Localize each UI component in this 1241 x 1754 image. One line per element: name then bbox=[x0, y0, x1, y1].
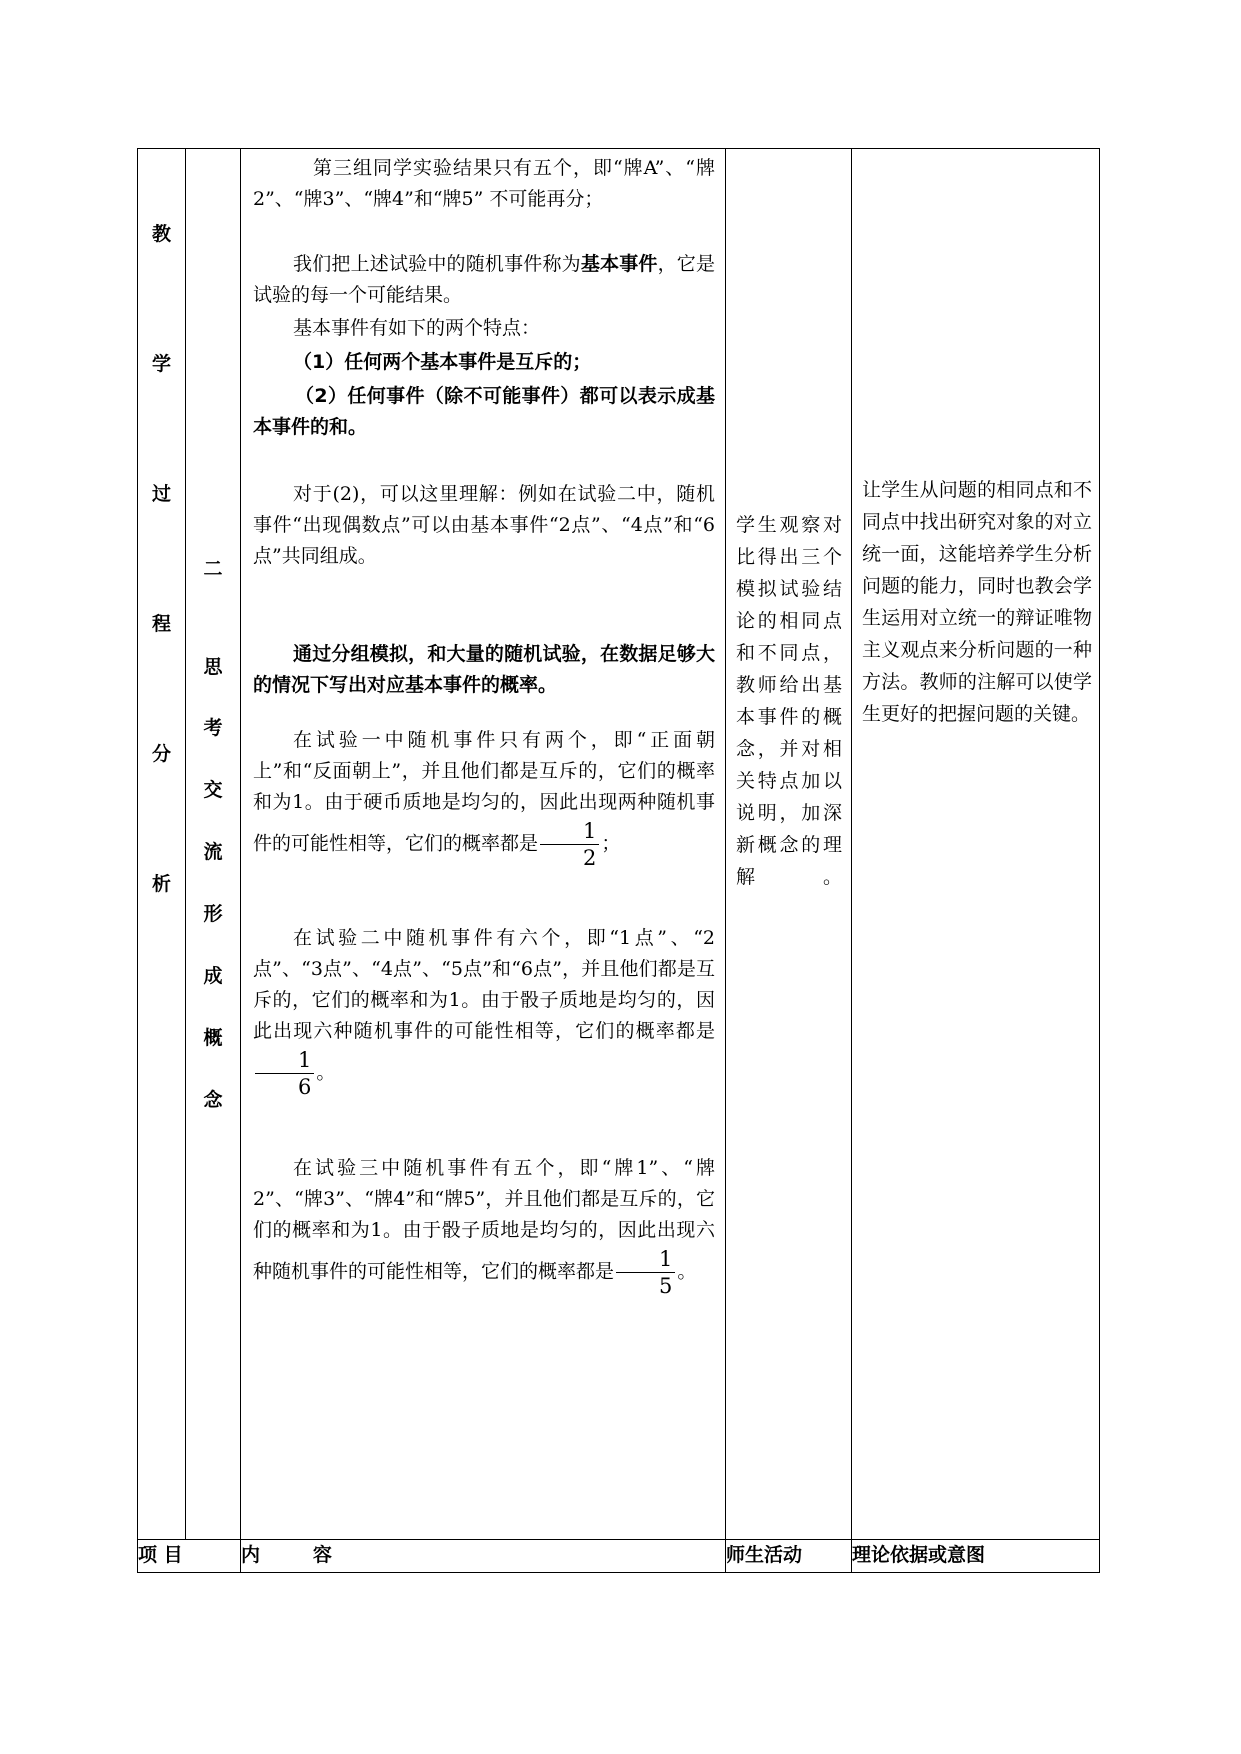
paragraph-basic-event-def bbox=[253, 249, 715, 311]
theory-text: 让学生从问题的相同点和不同点中找出研究对象的对立统一面，这能培养学生分析问题的能力，同时也教会学生运用对立统一的辩证唯物主义观点来分析问题的一种方法。教师的注解可以使学生更好的把握问题的关键。 bbox=[862, 479, 1092, 725]
stage-char: 交 bbox=[203, 779, 223, 801]
lesson-table bbox=[137, 148, 1100, 1573]
text-segment: 在试验二中随机事件有六个，即“1点”、“2点”、“3点”、“4点”、“5点”和“6点”，并且他们都是互斥的，它们的概率和为1。由于骰子质地是均匀的，因此出现六种随机事件的可能性相等，它们的概率都是 bbox=[253, 927, 715, 1042]
stage-char: 考 bbox=[203, 717, 223, 739]
feature-two: （2）任何事件（除不可能事件）都可以表示成基本事件的和。 bbox=[253, 385, 715, 438]
stage-char: 成 bbox=[203, 965, 223, 987]
denominator: 6 bbox=[298, 1075, 312, 1099]
text-segment: 在试验一中随机事件只有两个，即“正面朝上”和“反面朝上”，并且他们都是互斥的，它们的概率和为1。由于硬币质地是均匀的，因此出现两种随机事件的可能性相等，它们的概率都是 bbox=[253, 729, 715, 855]
text-segment: 我们把上述试验中的随机事件称为 bbox=[293, 253, 581, 275]
activity-cell bbox=[726, 149, 852, 1540]
stage-char: 念 bbox=[203, 1089, 223, 1111]
activity-text: 学生观察对比得出三个模拟试验结论的相同点和不同点，教师给出基本事件的概念，并对相关特点加以说明，加深新概念的理解。 bbox=[736, 514, 842, 888]
process-char: 过 bbox=[151, 483, 171, 505]
header-theory: 理论依据或意图 bbox=[852, 1540, 1100, 1573]
process-char: 程 bbox=[151, 613, 171, 635]
fraction-one-half bbox=[540, 818, 599, 871]
denominator: 2 bbox=[583, 846, 597, 870]
fraction-one-sixth bbox=[255, 1047, 314, 1100]
process-char: 学 bbox=[151, 353, 171, 375]
text-segment: 在试验三中随机事件有五个，即“牌1”、“牌2”、“牌3”、“牌4”和“牌5”，并且他们都是互斥的，它们的概率和为1。由于骰子质地是均匀的，因此出现六种随机事件的可能性相等，它们的概率都是 bbox=[253, 1157, 715, 1283]
process-char: 分 bbox=[151, 743, 171, 765]
stage-char: 思 bbox=[203, 656, 223, 678]
term-basic-event: 基本事件 bbox=[580, 253, 658, 275]
text-segment: 。 bbox=[677, 1260, 697, 1283]
text-segment: ； bbox=[601, 832, 621, 855]
process-char: 教 bbox=[151, 223, 171, 245]
paragraph-explanation: 对于(2)，可以这里理解：例如在试验二中，随机事件“出现偶数点”可以由基本事件“2点”、“4点”和“6点”共同组成。 bbox=[253, 483, 715, 567]
numerator: 1 bbox=[540, 818, 599, 845]
paragraph-trial-two bbox=[253, 923, 715, 1100]
paragraph-features-intro: 基本事件有如下的两个特点： bbox=[293, 317, 541, 339]
text-segment: 。 bbox=[316, 1061, 336, 1084]
stage-char: 流 bbox=[203, 841, 223, 863]
content-cell bbox=[241, 149, 726, 1540]
stage-char: 二 bbox=[203, 558, 223, 580]
feature-one: （1）任何两个基本事件是互斥的； bbox=[293, 351, 592, 373]
paragraph-task: 通过分组模拟，和大量的随机试验，在数据足够大的情况下写出对应基本事件的概率。 bbox=[253, 643, 715, 696]
denominator: 5 bbox=[659, 1274, 673, 1298]
numerator: 1 bbox=[255, 1047, 314, 1074]
header-item: 项 目 bbox=[138, 1540, 241, 1573]
paragraph-group3-result: 第三组同学实验结果只有五个，即“牌A”、“牌2”、“牌3”、“牌4”和“牌5” 不可能再分； bbox=[253, 157, 715, 210]
header-activity: 师生活动 bbox=[726, 1540, 852, 1573]
header-content: 内 容 bbox=[241, 1540, 726, 1573]
numerator: 1 bbox=[616, 1246, 675, 1273]
process-label-cell bbox=[138, 149, 186, 1540]
fraction-one-fifth bbox=[616, 1246, 675, 1299]
paragraph-trial-three bbox=[253, 1153, 715, 1299]
stage-char: 形 bbox=[203, 903, 223, 925]
header-row bbox=[138, 1540, 1100, 1573]
paragraph-trial-one bbox=[253, 725, 715, 871]
stage-label-cell bbox=[186, 149, 241, 1540]
main-row bbox=[138, 149, 1100, 1540]
process-char: 析 bbox=[151, 873, 171, 895]
text-segment: ，它是试验的每一个可能结果。 bbox=[253, 253, 715, 306]
stage-char: 概 bbox=[203, 1027, 223, 1049]
theory-cell bbox=[852, 149, 1100, 1540]
